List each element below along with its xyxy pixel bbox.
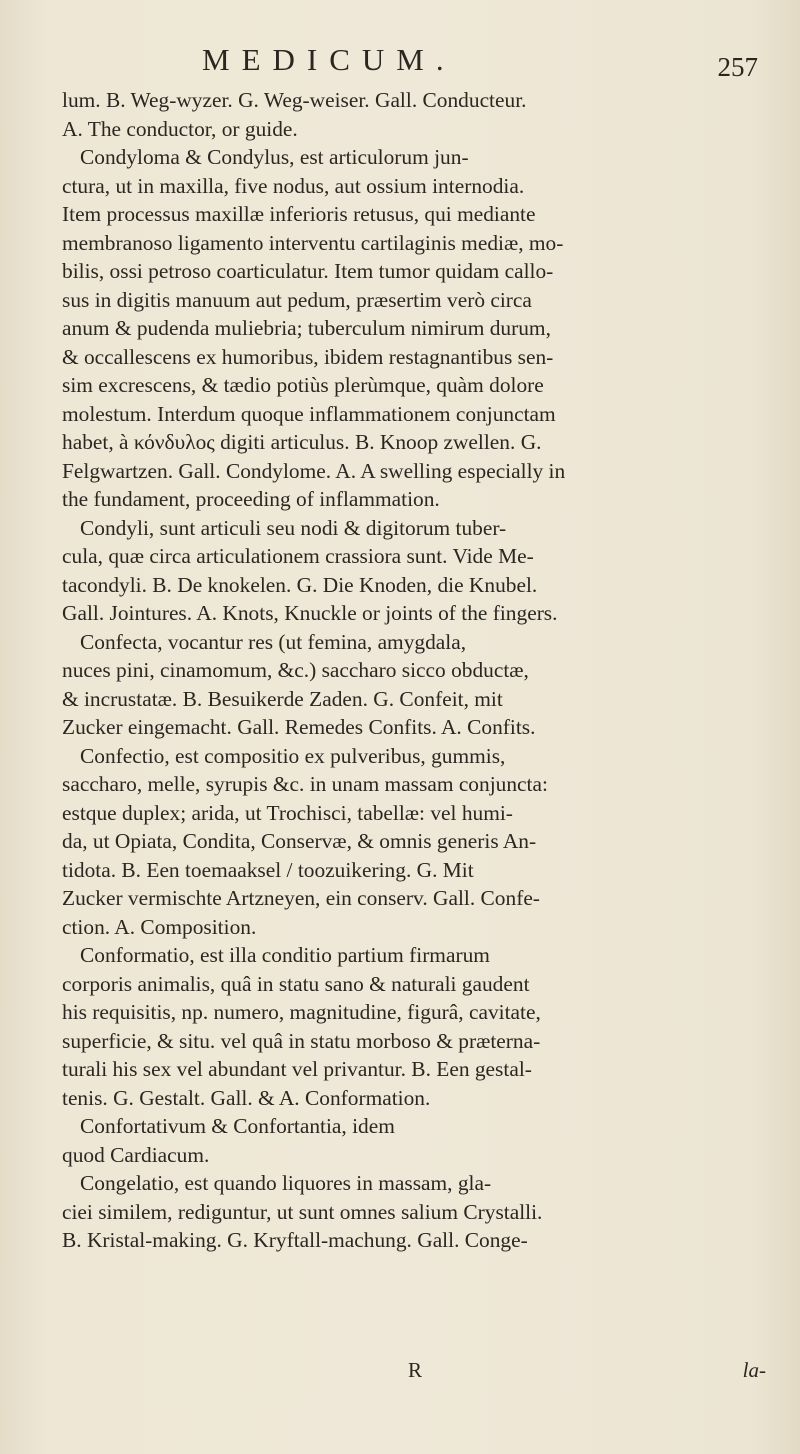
text-line: & incrustatæ. B. Besuikerde Zaden. G. Confeit, mit xyxy=(62,686,503,711)
page-body xyxy=(62,86,766,1255)
text-line: & occallescens ex humoribus, ibidem restagnantibus sen- xyxy=(62,344,554,369)
entry-line-conformatio: Conformatio, est illa conditio partium firmarum xyxy=(80,943,490,967)
entry-line-confecta: Confecta, vocantur res (ut femina, amygdala, xyxy=(80,629,467,654)
text-line: Zucker vermischte Artzneyen, ein conserv. Gall. Confe- xyxy=(62,886,540,910)
entry-line-condyli: Condyli, sunt articuli seu nodi & digitorum tuber- xyxy=(80,515,507,540)
text-line: membranoso ligamento interventu cartilaginis mediæ, mo- xyxy=(62,230,564,255)
text-line: turali his sex vel abundant vel privantur. B. Een gestal- xyxy=(62,1057,532,1081)
running-head: MEDICUM. xyxy=(202,42,456,77)
text-line: corporis animalis, quâ in statu sano & naturali gaudent xyxy=(62,971,530,996)
text-line: Item processus maxillæ inferioris retusus, qui mediante xyxy=(62,202,536,226)
text-line: nuces pini, cinamomum, &c.) saccharo sicco obductæ, xyxy=(62,658,529,682)
entry-line-condyloma: Condyloma & Condylus, est articulorum jun- xyxy=(80,145,469,169)
text-line: Gall. Jointures. A. Knots, Knuckle or joints of the fingers. xyxy=(62,601,558,625)
text-line: his requisitis, np. numero, magnitudine, figurâ, cavitate, xyxy=(62,1000,541,1024)
text-line: the fundament, proceeding of inflammation. xyxy=(62,487,440,511)
text-line: A. The conductor, or guide. xyxy=(62,116,298,141)
text-line: quod Cardiacum. xyxy=(62,1142,210,1167)
page-number: 257 xyxy=(717,52,758,82)
text-line: molestum. Interdum quoque inflammationem conjunctam xyxy=(62,401,556,426)
text-line: lum. B. Weg-wyzer. G. Weg-weiser. Gall. Conducteur. xyxy=(62,88,527,112)
signature-mark: R xyxy=(408,1358,423,1382)
entry-line-congelatio: Congelatio, est quando liquores in massam, gla- xyxy=(80,1171,492,1195)
text-line: tacondyli. B. De knokelen. G. Die Knoden, die Knubel. xyxy=(62,572,538,597)
text-line: ciei similem, rediguntur, ut sunt omnes salium Crystalli. xyxy=(62,1199,543,1224)
text-line: cula, quæ circa articulationem crassiora sunt. Vide Me- xyxy=(62,544,534,568)
text-line: Felgwartzen. Gall. Condylome. A. A swelling especially in xyxy=(62,458,566,483)
text-line: B. Kristal-making. G. Kryftall-machung. Gall. Conge- xyxy=(62,1228,528,1252)
text-line: tenis. G. Gestalt. Gall. & A. Conformation. xyxy=(62,1085,431,1110)
text-line: estque duplex; arida, ut Trochisci, tabellæ: vel humi- xyxy=(62,800,513,825)
text-line: bilis, ossi petroso coarticulatur. Item tumor quidam callo- xyxy=(62,259,554,283)
entry-line-confectio: Confectio, est compositio ex pulveribus, gummis, xyxy=(80,743,506,768)
text-line: sus in digitis manuum aut pedum, præsertim verò circa xyxy=(62,287,532,312)
text-line: da, ut Opiata, Condita, Conservæ, & omnis generis An- xyxy=(62,829,537,853)
text-line: saccharo, melle, syrupis &c. in unam massam conjuncta: xyxy=(62,772,548,796)
text-line: anum & pudenda muliebria; tuberculum nimirum durum, xyxy=(62,316,551,340)
text-line: superficie, & situ. vel quâ in statu morboso & præterna- xyxy=(62,1028,541,1053)
page-footer xyxy=(62,1358,766,1388)
page-header xyxy=(62,40,762,84)
catchword: la- xyxy=(742,1358,766,1382)
text-line: sim excrescens, & tædio potiùs plerùmque, quàm dolore xyxy=(62,373,544,397)
text-line: ctura, ut in maxilla, five nodus, aut ossium internodia. xyxy=(62,173,525,198)
entry-line-confortativum: Confortativum & Confortantia, idem xyxy=(80,1114,395,1138)
text-line: tidota. B. Een toemaaksel / toozuikering. G. Mit xyxy=(62,857,474,882)
text-line: Zucker eingemacht. Gall. Remedes Confits. A. Confits. xyxy=(62,715,536,739)
text-line: habet, à κόνδυλος digiti articulus. B. Knoop zwellen. G. xyxy=(62,430,542,454)
text-line: ction. A. Composition. xyxy=(62,914,257,939)
